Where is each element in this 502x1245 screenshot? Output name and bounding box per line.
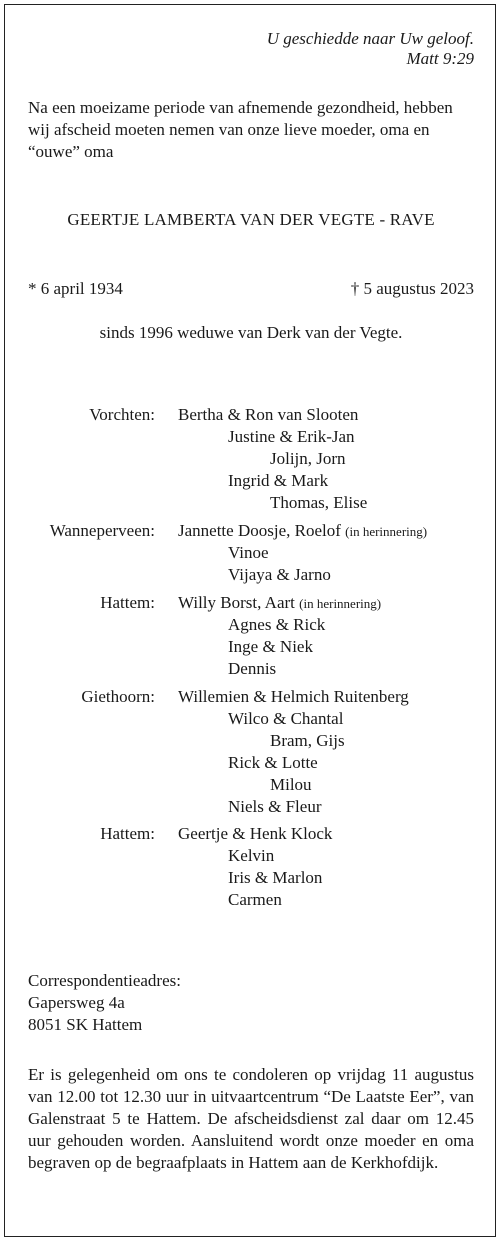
death-date: † 5 augustus 2023 — [350, 279, 474, 298]
family-member: Thomas, Elise — [270, 493, 368, 512]
family-member: Justine & Erik-Jan — [228, 427, 355, 446]
family-head: Geertje & Henk Klock — [178, 824, 333, 843]
family-member: Iris & Marlon — [228, 868, 323, 887]
family-member: Carmen — [228, 890, 282, 909]
family-place: Hattem: — [100, 824, 155, 843]
correspondence-street: Gapersweg 4a — [28, 993, 125, 1012]
deceased-name: GEERTJE LAMBERTA VAN DER VEGTE - RAVE — [67, 210, 435, 229]
family-place: Wanneperveen: — [49, 521, 155, 540]
family-head: Bertha & Ron van Slooten — [178, 405, 359, 424]
condolence-paragraph: Er is gelegenheid om ons te condoleren op vrijdag 11 augustus van 12.00 tot 12.30 uur in uitvaartcentrum “De Laatste Eer”, van Galenstraat 5 te Hattem. De afscheidsdienst zal daar om 12.45 uur gehouden worden. Aansluitend wordt onze moeder en oma begraven op de begraafplaats in Hattem aan de Kerkhofdijk. — [28, 1065, 474, 1172]
family-head — [178, 592, 381, 615]
family-member: Rick & Lotte — [228, 753, 318, 772]
intro-paragraph: Na een moeizame periode van afnemende gezondheid, hebben wij afscheid moeten nemen van onze lieve moeder, oma en “ouwe” oma — [28, 98, 453, 161]
memorial-note: (in herinnering) — [345, 524, 428, 539]
family-place: Vorchten: — [89, 405, 155, 424]
family-head — [178, 520, 427, 543]
family-head: Willemien & Helmich Ruitenberg — [178, 687, 409, 706]
widow-line: sinds 1996 weduwe van Derk van der Vegte. — [99, 323, 403, 342]
family-member: Niels & Fleur — [228, 797, 322, 816]
correspondence-label: Correspondentieadres: — [28, 971, 181, 990]
motto-text: U geschiedde naar Uw geloof. — [266, 29, 474, 48]
family-member: Dennis — [228, 659, 277, 678]
birth-date: * 6 april 1934 — [28, 279, 123, 298]
family-member: Wilco & Chantal — [228, 709, 344, 728]
family-member: Vijaya & Jarno — [228, 565, 331, 584]
family-head-name: Jannette Doosje, Roelof — [178, 521, 341, 540]
family-member: Milou — [270, 775, 312, 794]
family-member: Vinoe — [228, 543, 269, 562]
family-member: Jolijn, Jorn — [270, 449, 346, 468]
family-head-name: Willy Borst, Aart — [178, 593, 295, 612]
family-member: Ingrid & Mark — [228, 471, 329, 490]
family-place: Hattem: — [100, 593, 155, 612]
family-member: Bram, Gijs — [270, 731, 345, 750]
family-member: Inge & Niek — [228, 637, 313, 656]
family-place: Giethoorn: — [81, 687, 155, 706]
correspondence-city: 8051 SK Hattem — [28, 1015, 143, 1034]
family-member: Agnes & Rick — [228, 615, 326, 634]
family-member: Kelvin — [228, 846, 275, 865]
memorial-note: (in herinnering) — [299, 596, 382, 611]
motto-reference: Matt 9:29 — [406, 49, 474, 68]
